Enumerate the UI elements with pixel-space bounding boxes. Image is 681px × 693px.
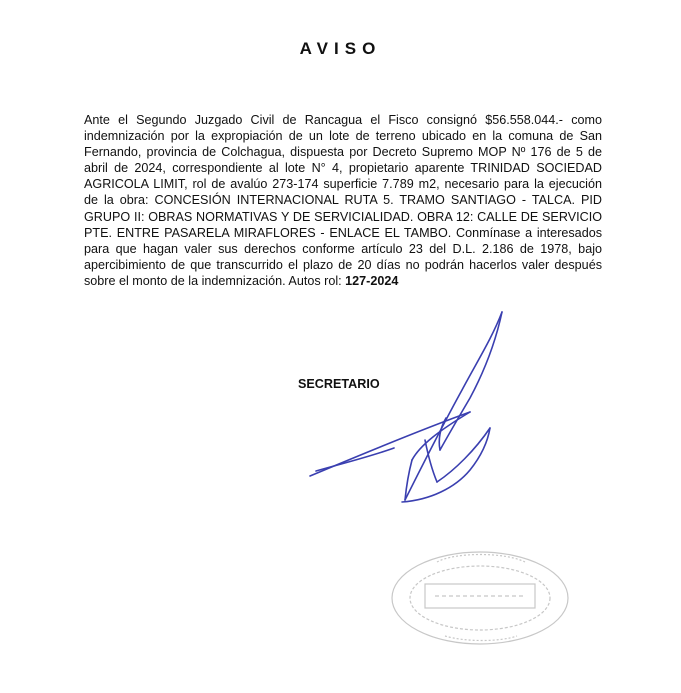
notice-body bbox=[84, 112, 602, 289]
official-seal-stamp bbox=[385, 540, 575, 650]
notice-title: AVISO bbox=[299, 39, 382, 58]
notice-body-text: Ante el Segundo Juzgado Civil de Rancagua el Fisco consignó $56.558.044.- como indemnización por la expropiación de un lote de terreno ubicado en la comuna de San Fernando, provincia de Colchagua, dispuesta por Decreto Supremo MOP Nº 176 de 5 de abril de 2024, correspondiente al lote N° 4, propietario aparente TRINIDAD SOCIEDAD AGRICOLA LIMIT, rol de avalúo 273-174 superficie 7.789 m2, necesario para la ejecución de la obra: CONCESIÓN INTERNACIONAL RUTA 5. TRAMO SANTIAGO - TALCA. PID GRUPO II: OBRAS NORMATIVAS Y DE SERVICIALIDAD. OBRA 12: CALLE DE SERVICIO PTE. ENTRE PASARELA MIRAFLORES - ENLACE EL TAMBO. Conmínase a interesados para que hagan valer sus derechos conforme artículo 23 del D.L. 2.186 de 1978, bajo apercibimiento de que transcurrido el plazo de 20 días no podrán hacerlos valer después sobre el monto de la indemnización. Autos rol: bbox=[84, 113, 602, 288]
case-rol-number: 127-2024 bbox=[345, 273, 399, 288]
signatory-label: SECRETARIO bbox=[298, 377, 380, 391]
